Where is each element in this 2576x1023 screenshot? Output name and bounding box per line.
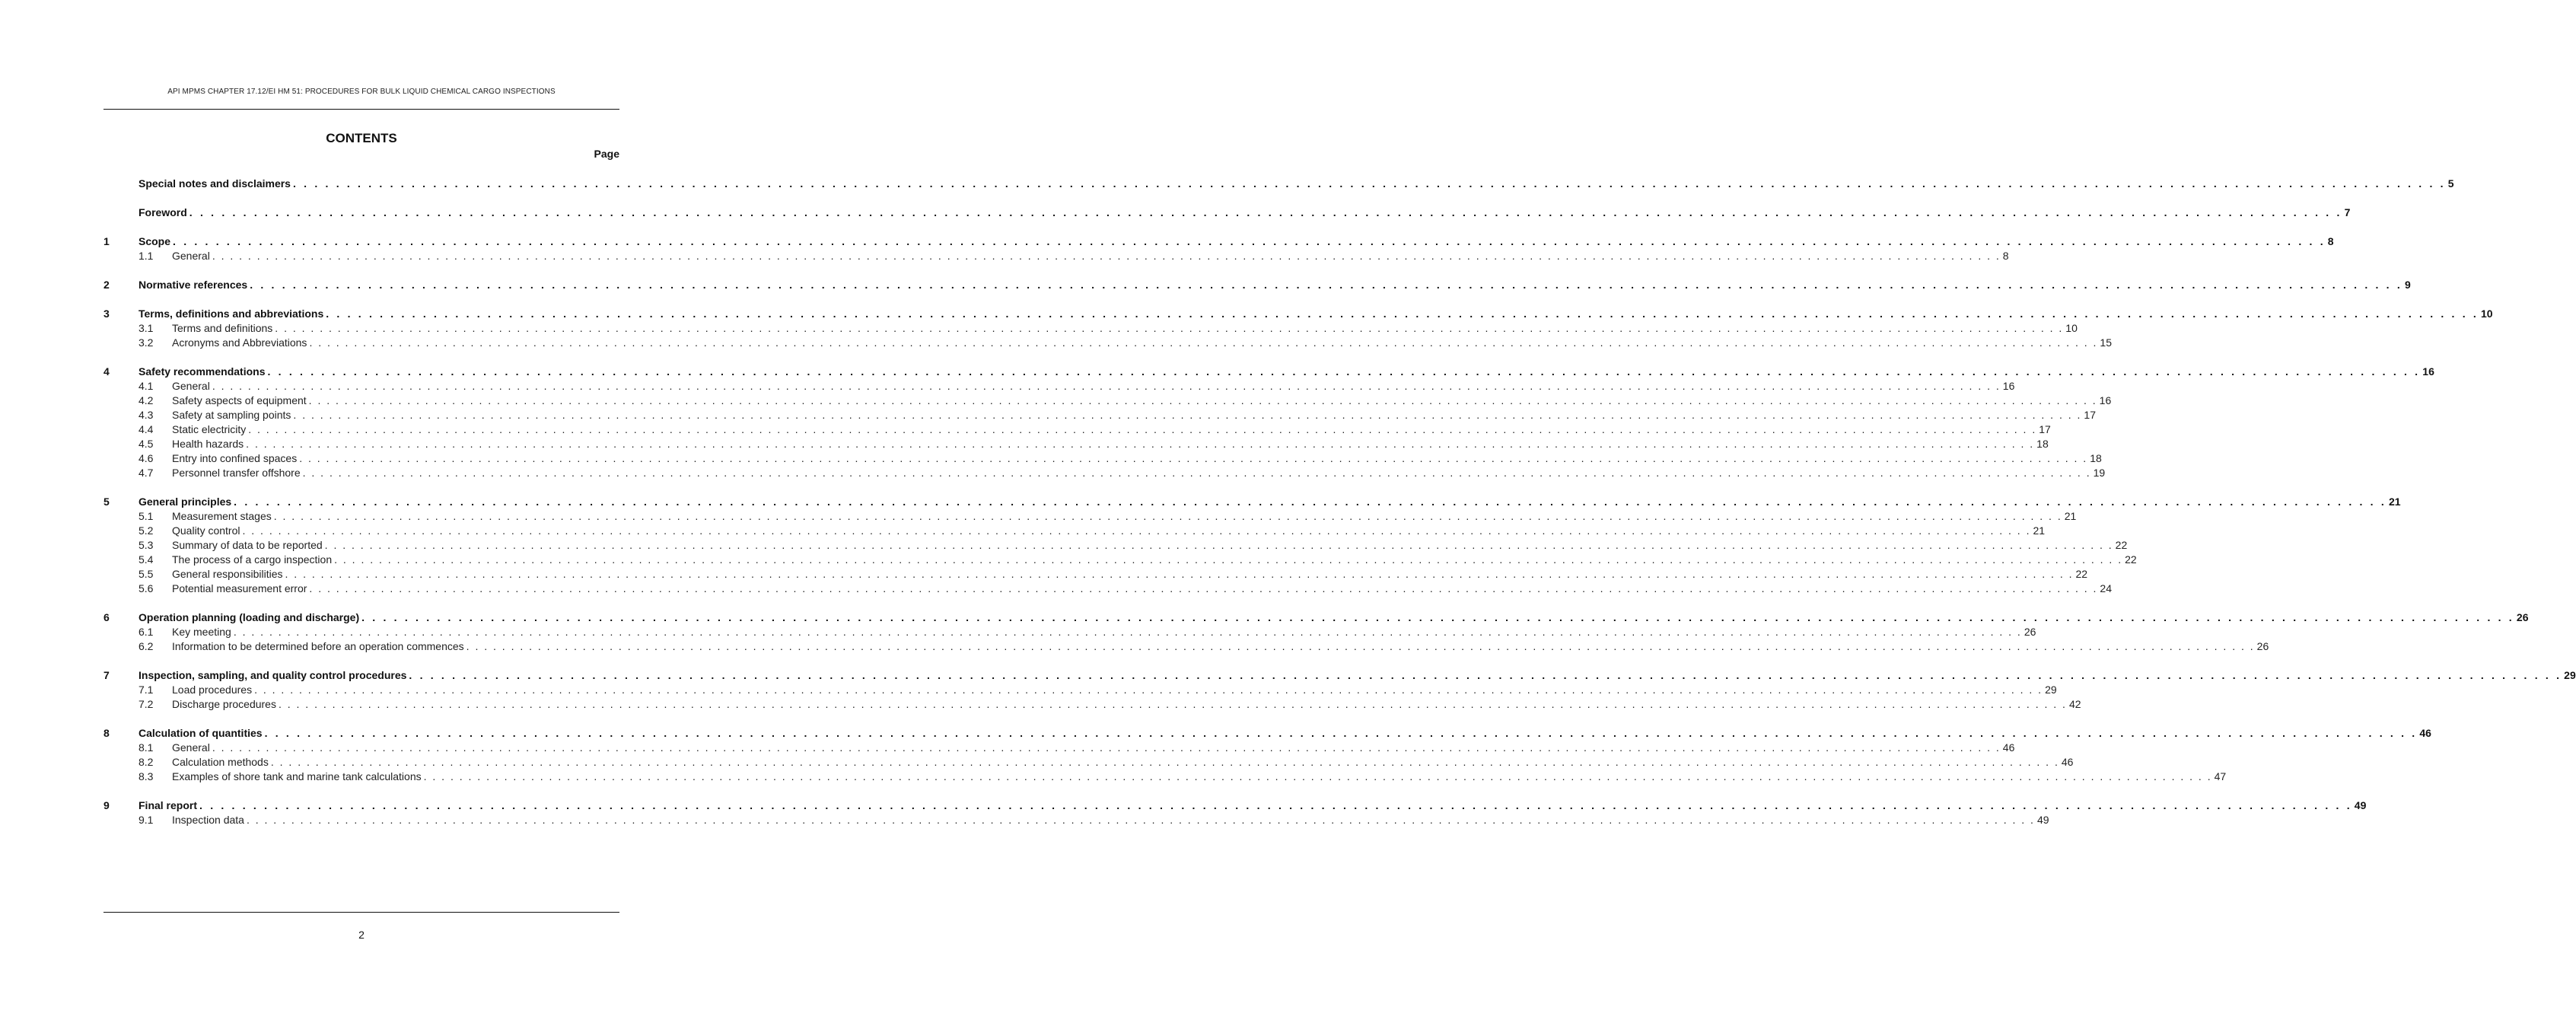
- toc-entry-line: [139, 495, 2401, 509]
- section-number: 6: [103, 611, 110, 623]
- dot-leader: . . . . . . . . . . . . . . . . . . . . . . . . . . . . . . . . . . . . . . . . . . . . . . . . . . . . . . . . . . . . . . . . . . . . . . . . . . . . . . . . . . . . . . . . . . . . . . . . . . . . . . . . . . . . . . . . . . . . . . . . . . . . . . . . . . . . . . . . . . . . . . . . . . . . . . . . . . . . . . . . . . . . . . . . . . . . . . . . . . . . . . . . . . . . . . . . . . . . . . . .: [309, 582, 2098, 594]
- toc-entry-title[interactable]: Personnel transfer offshore: [172, 467, 301, 479]
- toc-subsection-entry[interactable]: [103, 437, 2049, 451]
- dot-leader: . . . . . . . . . . . . . . . . . . . . . . . . . . . . . . . . . . . . . . . . . . . . . . . . . . . . . . . . . . . . . . . . . . . . . . . . . . . . . . . . . . . . . . . . . . . . . . . . . . . . . . . . . . . . . . . . . . . . . . . . . . . . . . . . . . . . . . . . . . . . . . . . . . . . . . . . . . . . . . . . . . . . . . . . . . . . . . . . . . . . . . . . . . . . . . . . . . . . . . . .: [326, 308, 2479, 320]
- toc-entry-page[interactable]: 22: [2075, 568, 2088, 580]
- toc-entry-title[interactable]: Discharge procedures: [172, 698, 276, 710]
- toc-subsection-entry[interactable]: [103, 567, 2088, 582]
- dot-leader: . . . . . . . . . . . . . . . . . . . . . . . . . . . . . . . . . . . . . . . . . . . . . . . . . . . . . . . . . . . . . . . . . . . . . . . . . . . . . . . . . . . . . . . . . . . . . . . . . . . . . . . . . . . . . . . . . . . . . . . . . . . . . . . . . . . . . . . . . . . . . . . . . . . . . . . . . . . . . . . . . . . . . . . . . . . . . . . . . . . . . . . . . . . . . . . . . . . . . . . .: [299, 452, 2088, 464]
- toc-entry-page[interactable]: 46: [2061, 756, 2074, 768]
- toc-entry-line: [172, 408, 2096, 422]
- subsection-number: 5.4: [139, 553, 154, 566]
- toc-entry-page[interactable]: 22: [2115, 539, 2128, 551]
- toc-entry-title[interactable]: Static electricity: [172, 423, 247, 435]
- toc-entry-title[interactable]: Normative references: [139, 279, 248, 291]
- subsection-number: 5.5: [139, 568, 154, 580]
- toc-entry-page[interactable]: 29: [2564, 669, 2576, 681]
- toc-subsection-entry[interactable]: [103, 451, 2102, 466]
- dot-leader: . . . . . . . . . . . . . . . . . . . . . . . . . . . . . . . . . . . . . . . . . . . . . . . . . . . . . . . . . . . . . . . . . . . . . . . . . . . . . . . . . . . . . . . . . . . . . . . . . . . . . . . . . . . . . . . . . . . . . . . . . . . . . . . . . . . . . . . . . . . . . . . . . . . . . . . . . . . . . . . . . . . . . . . . . . . . . . . . . . . . . . . . . . . . . . . . . . . . . . . .: [212, 380, 2001, 392]
- dot-leader: . . . . . . . . . . . . . . . . . . . . . . . . . . . . . . . . . . . . . . . . . . . . . . . . . . . . . . . . . . . . . . . . . . . . . . . . . . . . . . . . . . . . . . . . . . . . . . . . . . . . . . . . . . . . . . . . . . . . . . . . . . . . . . . . . . . . . . . . . . . . . . . . . . . . . . . . . . . . . . . . . . . . . . . . . . . . . . . . . . . . . . . . . . . . . . . . . . . . . . . .: [273, 510, 2062, 522]
- dot-leader: . . . . . . . . . . . . . . . . . . . . . . . . . . . . . . . . . . . . . . . . . . . . . . . . . . . . . . . . . . . . . . . . . . . . . . . . . . . . . . . . . . . . . . . . . . . . . . . . . . . . . . . . . . . . . . . . . . . . . . . . . . . . . . . . . . . . . . . . . . . . . . . . . . . . . . . . . . . . . . . . . . . . . . . . . . . . . . . . . . . . . . . . . . . . . . . . . . . . . . . .: [302, 467, 2091, 479]
- toc-entry-title[interactable]: Safety at sampling points: [172, 409, 291, 421]
- section-number: 3: [103, 308, 110, 320]
- dot-leader: . . . . . . . . . . . . . . . . . . . . . . . . . . . . . . . . . . . . . . . . . . . . . . . . . . . . . . . . . . . . . . . . . . . . . . . . . . . . . . . . . . . . . . . . . . . . . . . . . . . . . . . . . . . . . . . . . . . . . . . . . . . . . . . . . . . . . . . . . . . . . . . . . . . . . . . . . . . . . . . . . . . . . . . . . . . . . . . . . . . . . . . . . . . . . . . . . . . . . . . .: [254, 684, 2043, 696]
- subsection-number: 8.2: [139, 756, 154, 768]
- subsection-number: 7.2: [139, 698, 154, 710]
- toc-entry-page[interactable]: 19: [2093, 467, 2106, 479]
- toc-entry-page[interactable]: 49: [2036, 814, 2049, 826]
- subsection-number: 5.1: [139, 510, 154, 522]
- toc-entry-title[interactable]: Inspection data: [172, 814, 244, 826]
- toc-entry-page[interactable]: 16: [2099, 394, 2112, 406]
- toc-entry-line: [172, 321, 2078, 336]
- toc-subsection-entry[interactable]: [103, 408, 2096, 422]
- toc-entry-page[interactable]: 8: [2002, 250, 2009, 262]
- toc-entry-page[interactable]: 24: [2100, 582, 2112, 594]
- toc-entry-page[interactable]: 5: [2447, 177, 2454, 190]
- subsection-number: 6.1: [139, 626, 154, 638]
- toc-subsection-entry[interactable]: [103, 538, 2128, 553]
- toc-entry-line: [139, 365, 2434, 379]
- toc-entry-title[interactable]: Scope: [139, 235, 171, 247]
- toc-entry-title[interactable]: Safety aspects of equipment: [172, 394, 307, 406]
- toc-entry-page[interactable]: 17: [2084, 409, 2096, 421]
- dot-leader: . . . . . . . . . . . . . . . . . . . . . . . . . . . . . . . . . . . . . . . . . . . . . . . . . . . . . . . . . . . . . . . . . . . . . . . . . . . . . . . . . . . . . . . . . . . . . . . . . . . . . . . . . . . . . . . . . . . . . . . . . . . . . . . . . . . . . . . . . . . . . . . . . . . . . . . . . . . . . . . . . . . . . . . . . . . . . . . . . . . . . . . . . . . . . . . . . . . . . . . .: [233, 626, 2022, 638]
- subsection-number: 4.1: [139, 380, 154, 392]
- toc-section-entry[interactable]: [103, 726, 2431, 741]
- toc-entry-line: [172, 697, 2081, 712]
- toc-section-entry[interactable]: [103, 206, 2351, 220]
- toc-entry-title[interactable]: Examples of shore tank and marine tank calculations: [172, 770, 422, 782]
- dot-leader: . . . . . . . . . . . . . . . . . . . . . . . . . . . . . . . . . . . . . . . . . . . . . . . . . . . . . . . . . . . . . . . . . . . . . . . . . . . . . . . . . . . . . . . . . . . . . . . . . . . . . . . . . . . . . . . . . . . . . . . . . . . . . . . . . . . . . . . . . . . . . . . . . . . . . . . . . . . . . . . . . . . . . . . . . . . . . . . . . . . . . . . . . . . . . . . . . . . . . . . .: [199, 799, 2352, 811]
- section-number: 5: [103, 496, 110, 508]
- dot-leader: . . . . . . . . . . . . . . . . . . . . . . . . . . . . . . . . . . . . . . . . . . . . . . . . . . . . . . . . . . . . . . . . . . . . . . . . . . . . . . . . . . . . . . . . . . . . . . . . . . . . . . . . . . . . . . . . . . . . . . . . . . . . . . . . . . . . . . . . . . . . . . . . . . . . . . . . . . . . . . . . . . . . . . . . . . . . . . . . . . . . . . . . . . . . . . . . . . . . . . . .: [270, 756, 2059, 768]
- dot-leader: . . . . . . . . . . . . . . . . . . . . . . . . . . . . . . . . . . . . . . . . . . . . . . . . . . . . . . . . . . . . . . . . . . . . . . . . . . . . . . . . . . . . . . . . . . . . . . . . . . . . . . . . . . . . . . . . . . . . . . . . . . . . . . . . . . . . . . . . . . . . . . . . . . . . . . . . . . . . . . . . . . . . . . . . . . . . . . . . . . . . . . . . . . . . . . . . . . . . . . . .: [250, 279, 2402, 291]
- dot-leader: . . . . . . . . . . . . . . . . . . . . . . . . . . . . . . . . . . . . . . . . . . . . . . . . . . . . . . . . . . . . . . . . . . . . . . . . . . . . . . . . . . . . . . . . . . . . . . . . . . . . . . . . . . . . . . . . . . . . . . . . . . . . . . . . . . . . . . . . . . . . . . . . . . . . . . . . . . . . . . . . . . . . . . . . . . . . . . . . . . . . . . . . . . . . . . . . . . . . . . . .: [212, 250, 2001, 262]
- toc-entry-page[interactable]: 7: [2344, 206, 2351, 218]
- toc-section-entry[interactable]: [103, 278, 2411, 292]
- toc-entry-line: [172, 741, 2015, 755]
- toc-entry-line: [172, 755, 2074, 770]
- subsection-number: 8.3: [139, 770, 154, 782]
- toc-section-entry[interactable]: [103, 177, 2454, 191]
- toc-entry-title[interactable]: Key meeting: [172, 626, 231, 638]
- toc-entry-line: [172, 567, 2088, 582]
- header-rule: [103, 109, 619, 110]
- dot-leader: . . . . . . . . . . . . . . . . . . . . . . . . . . . . . . . . . . . . . . . . . . . . . . . . . . . . . . . . . . . . . . . . . . . . . . . . . . . . . . . . . . . . . . . . . . . . . . . . . . . . . . . . . . . . . . . . . . . . . . . . . . . . . . . . . . . . . . . . . . . . . . . . . . . . . . . . . . . . . . . . . . . . . . . . . . . . . . . . . . . . . . . . . . . . . . . . . . . . . . . .: [246, 814, 2035, 826]
- toc-entry-line: [172, 394, 2112, 408]
- dot-leader: . . . . . . . . . . . . . . . . . . . . . . . . . . . . . . . . . . . . . . . . . . . . . . . . . . . . . . . . . . . . . . . . . . . . . . . . . . . . . . . . . . . . . . . . . . . . . . . . . . . . . . . . . . . . . . . . . . . . . . . . . . . . . . . . . . . . . . . . . . . . . . . . . . . . . . . . . . . . . . . . . . . . . . . . . . . . . . . . . . . . . . . . . . . . . . . . . . . . . . . .: [466, 640, 2255, 652]
- toc-entry-page[interactable]: 10: [2481, 308, 2493, 320]
- toc-entry-page[interactable]: 15: [2100, 336, 2112, 349]
- toc-entry-page[interactable]: 47: [2214, 770, 2227, 782]
- toc-entry-title[interactable]: General responsibilities: [172, 568, 283, 580]
- toc-entry-title[interactable]: General: [172, 380, 210, 392]
- subsection-number: 1.1: [139, 250, 154, 262]
- dot-leader: . . . . . . . . . . . . . . . . . . . . . . . . . . . . . . . . . . . . . . . . . . . . . . . . . . . . . . . . . . . . . . . . . . . . . . . . . . . . . . . . . . . . . . . . . . . . . . . . . . . . . . . . . . . . . . . . . . . . . . . . . . . . . . . . . . . . . . . . . . . . . . . . . . . . . . . . . . . . . . . . . . . . . . . . . . . . . . . . . . . . . . . . . . . . . . . . . . . . . . . .: [173, 235, 2326, 247]
- toc-entry-title[interactable]: Safety recommendations: [139, 365, 266, 378]
- toc-entry-page[interactable]: 26: [2516, 611, 2529, 623]
- toc-subsection-entry[interactable]: [103, 697, 2081, 712]
- toc-entry-line: [172, 770, 2227, 784]
- toc-entry-page[interactable]: 21: [2033, 524, 2046, 537]
- toc-section-entry[interactable]: [103, 365, 2434, 379]
- dot-leader: . . . . . . . . . . . . . . . . . . . . . . . . . . . . . . . . . . . . . . . . . . . . . . . . . . . . . . . . . . . . . . . . . . . . . . . . . . . . . . . . . . . . . . . . . . . . . . . . . . . . . . . . . . . . . . . . . . . . . . . . . . . . . . . . . . . . . . . . . . . . . . . . . . . . . . . . . . . . . . . . . . . . . . . . . . . . . . . . . . . . . . . . . . . . . . . . . . . . . . . .: [264, 727, 2418, 739]
- toc-entry-title[interactable]: General: [172, 741, 210, 754]
- toc-subsection-entry[interactable]: [103, 625, 2036, 639]
- toc-subsection-entry[interactable]: [103, 683, 2057, 697]
- section-number: 9: [103, 799, 110, 811]
- toc-entry-page[interactable]: 17: [2039, 423, 2051, 435]
- toc-entry-page[interactable]: 26: [2024, 626, 2036, 638]
- toc-entry-line: [139, 278, 2411, 292]
- section-number: 1: [103, 235, 110, 247]
- toc-section-entry[interactable]: [103, 668, 2576, 683]
- subsection-number: 4.2: [139, 394, 154, 406]
- subsection-number: 4.7: [139, 467, 154, 479]
- toc-section-entry[interactable]: [103, 610, 2529, 625]
- dot-leader: . . . . . . . . . . . . . . . . . . . . . . . . . . . . . . . . . . . . . . . . . . . . . . . . . . . . . . . . . . . . . . . . . . . . . . . . . . . . . . . . . . . . . . . . . . . . . . . . . . . . . . . . . . . . . . . . . . . . . . . . . . . . . . . . . . . . . . . . . . . . . . . . . . . . . . . . . . . . . . . . . . . . . . . . . . . . . . . . . . . . . . . . . . . . . . . . . . . . . . . .: [248, 423, 2037, 435]
- dot-leader: . . . . . . . . . . . . . . . . . . . . . . . . . . . . . . . . . . . . . . . . . . . . . . . . . . . . . . . . . . . . . . . . . . . . . . . . . . . . . . . . . . . . . . . . . . . . . . . . . . . . . . . . . . . . . . . . . . . . . . . . . . . . . . . . . . . . . . . . . . . . . . . . . . . . . . . . . . . . . . . . . . . . . . . . . . . . . . . . . . . . . . . . . . . . . . . . . . . . . . . .: [309, 336, 2098, 349]
- toc-entry-title[interactable]: Final report: [139, 799, 198, 811]
- toc-entry-page[interactable]: 16: [2422, 365, 2434, 378]
- toc-subsection-entry[interactable]: [103, 466, 2106, 480]
- dot-leader: . . . . . . . . . . . . . . . . . . . . . . . . . . . . . . . . . . . . . . . . . . . . . . . . . . . . . . . . . . . . . . . . . . . . . . . . . . . . . . . . . . . . . . . . . . . . . . . . . . . . . . . . . . . . . . . . . . . . . . . . . . . . . . . . . . . . . . . . . . . . . . . . . . . . . . . . . . . . . . . . . . . . . . . . . . . . . . . . . . . . . . . . . . . . . . . . . . . . . . . .: [361, 611, 2514, 623]
- toc-section-entry[interactable]: [103, 307, 2493, 321]
- toc-subsection-entry[interactable]: [103, 755, 2074, 770]
- toc-entry-line: [172, 451, 2102, 466]
- toc-entry-line: [172, 582, 2112, 596]
- dot-leader: . . . . . . . . . . . . . . . . . . . . . . . . . . . . . . . . . . . . . . . . . . . . . . . . . . . . . . . . . . . . . . . . . . . . . . . . . . . . . . . . . . . . . . . . . . . . . . . . . . . . . . . . . . . . . . . . . . . . . . . . . . . . . . . . . . . . . . . . . . . . . . . . . . . . . . . . . . . . . . . . . . . . . . . . . . . . . . . . . . . . . . . . . . . . . . . . . . . . . . . .: [285, 568, 2074, 580]
- toc-entry-line: [139, 726, 2431, 741]
- toc-entry-line: [172, 422, 2051, 437]
- dot-leader: . . . . . . . . . . . . . . . . . . . . . . . . . . . . . . . . . . . . . . . . . . . . . . . . . . . . . . . . . . . . . . . . . . . . . . . . . . . . . . . . . . . . . . . . . . . . . . . . . . . . . . . . . . . . . . . . . . . . . . . . . . . . . . . . . . . . . . . . . . . . . . . . . . . . . . . . . . . . . . . . . . . . . . . . . . . . . . . . . . . . . . . . . . . . . . . . . . . . . . . .: [423, 770, 2212, 782]
- toc-entry-line: [139, 307, 2493, 321]
- toc-entry-page[interactable]: 29: [2045, 684, 2057, 696]
- toc-entry-title[interactable]: Information to be determined before an operation commences: [172, 640, 464, 652]
- dot-leader: . . . . . . . . . . . . . . . . . . . . . . . . . . . . . . . . . . . . . . . . . . . . . . . . . . . . . . . . . . . . . . . . . . . . . . . . . . . . . . . . . . . . . . . . . . . . . . . . . . . . . . . . . . . . . . . . . . . . . . . . . . . . . . . . . . . . . . . . . . . . . . . . . . . . . . . . . . . . . . . . . . . . . . . . . . . . . . . . . . . . . . . . . . . . . . . . . . . . . . . .: [308, 394, 2097, 406]
- toc-entry-page[interactable]: 26: [2256, 640, 2269, 652]
- page-title: CONTENTS: [326, 131, 397, 145]
- toc-entry-line: [172, 683, 2057, 697]
- section-number: 7: [103, 669, 110, 681]
- toc-subsection-entry[interactable]: [103, 770, 2227, 784]
- toc-entry-page[interactable]: 46: [2419, 727, 2431, 739]
- dot-leader: . . . . . . . . . . . . . . . . . . . . . . . . . . . . . . . . . . . . . . . . . . . . . . . . . . . . . . . . . . . . . . . . . . . . . . . . . . . . . . . . . . . . . . . . . . . . . . . . . . . . . . . . . . . . . . . . . . . . . . . . . . . . . . . . . . . . . . . . . . . . . . . . . . . . . . . . . . . . . . . . . . . . . . . . . . . . . . . . . . . . . . . . . . . . . . . . . . . . . . . .: [189, 206, 2342, 218]
- dot-leader: . . . . . . . . . . . . . . . . . . . . . . . . . . . . . . . . . . . . . . . . . . . . . . . . . . . . . . . . . . . . . . . . . . . . . . . . . . . . . . . . . . . . . . . . . . . . . . . . . . . . . . . . . . . . . . . . . . . . . . . . . . . . . . . . . . . . . . . . . . . . . . . . . . . . . . . . . . . . . . . . . . . . . . . . . . . . . . . . . . . . . . . . . . . . . . . . . . . . . . . .: [293, 409, 2082, 421]
- dot-leader: . . . . . . . . . . . . . . . . . . . . . . . . . . . . . . . . . . . . . . . . . . . . . . . . . . . . . . . . . . . . . . . . . . . . . . . . . . . . . . . . . . . . . . . . . . . . . . . . . . . . . . . . . . . . . . . . . . . . . . . . . . . . . . . . . . . . . . . . . . . . . . . . . . . . . . . . . . . . . . . . . . . . . . . . . . . . . . . . . . . . . . . . . . . . . . . . . . . . . . . .: [212, 741, 2001, 754]
- dot-leader: . . . . . . . . . . . . . . . . . . . . . . . . . . . . . . . . . . . . . . . . . . . . . . . . . . . . . . . . . . . . . . . . . . . . . . . . . . . . . . . . . . . . . . . . . . . . . . . . . . . . . . . . . . . . . . . . . . . . . . . . . . . . . . . . . . . . . . . . . . . . . . . . . . . . . . . . . . . . . . . . . . . . . . . . . . . . . . . . . . . . . . . . . . . . . . . . . . . . . . . .: [267, 365, 2421, 378]
- toc-entry-page[interactable]: 16: [2002, 380, 2015, 392]
- toc-entry-page[interactable]: 21: [2388, 496, 2401, 508]
- toc-entry-line: [139, 668, 2576, 683]
- toc-entry-title[interactable]: Quality control: [172, 524, 240, 537]
- toc-entry-title[interactable]: General: [172, 250, 210, 262]
- toc-entry-title[interactable]: General principles: [139, 496, 232, 508]
- dot-leader: . . . . . . . . . . . . . . . . . . . . . . . . . . . . . . . . . . . . . . . . . . . . . . . . . . . . . . . . . . . . . . . . . . . . . . . . . . . . . . . . . . . . . . . . . . . . . . . . . . . . . . . . . . . . . . . . . . . . . . . . . . . . . . . . . . . . . . . . . . . . . . . . . . . . . . . . . . . . . . . . . . . . . . . . . . . . . . . . . . . . . . . . . . . . . . . . . . . . . . . .: [275, 322, 2064, 334]
- toc-entry-title[interactable]: Terms, definitions and abbreviations: [139, 308, 324, 320]
- subsection-number: 3.2: [139, 336, 154, 349]
- toc-subsection-entry[interactable]: [103, 582, 2112, 596]
- subsection-number: 4.5: [139, 438, 154, 450]
- toc-section-entry[interactable]: [103, 495, 2401, 509]
- toc-entry-title[interactable]: Load procedures: [172, 684, 253, 696]
- toc-entry-line: [139, 177, 2454, 191]
- toc-subsection-entry[interactable]: [103, 639, 2269, 654]
- subsection-number: 4.3: [139, 409, 154, 421]
- toc-entry-page[interactable]: 9: [2404, 279, 2411, 291]
- toc-subsection-entry[interactable]: [103, 394, 2112, 408]
- toc-entry-title[interactable]: Calculation methods: [172, 756, 269, 768]
- toc-subsection-entry[interactable]: [103, 379, 2015, 394]
- toc-entry-line: [172, 553, 2137, 567]
- toc-subsection-entry[interactable]: [103, 509, 2077, 524]
- toc-entry-title[interactable]: Measurement stages: [172, 510, 272, 522]
- toc-section-entry[interactable]: [103, 798, 2367, 813]
- toc-subsection-entry[interactable]: [103, 813, 2049, 827]
- subsection-number: 4.4: [139, 423, 154, 435]
- toc-entry-title[interactable]: Potential measurement error: [172, 582, 307, 594]
- dot-leader: . . . . . . . . . . . . . . . . . . . . . . . . . . . . . . . . . . . . . . . . . . . . . . . . . . . . . . . . . . . . . . . . . . . . . . . . . . . . . . . . . . . . . . . . . . . . . . . . . . . . . . . . . . . . . . . . . . . . . . . . . . . . . . . . . . . . . . . . . . . . . . . . . . . . . . . . . . . . . . . . . . . . . . . . . . . . . . . . . . . . . . . . . . . . . . . . . . . . . . . .: [242, 524, 2031, 537]
- toc-entry-line: [172, 538, 2128, 553]
- section-number: 2: [103, 279, 110, 291]
- toc-subsection-entry[interactable]: [103, 553, 2137, 567]
- toc-entry-line: [139, 206, 2351, 220]
- toc-entry-page[interactable]: 42: [2068, 698, 2081, 710]
- toc-entry-page[interactable]: 49: [2354, 799, 2367, 811]
- subsection-number: 5.6: [139, 582, 154, 594]
- section-number: 4: [103, 365, 110, 378]
- dot-leader: . . . . . . . . . . . . . . . . . . . . . . . . . . . . . . . . . . . . . . . . . . . . . . . . . . . . . . . . . . . . . . . . . . . . . . . . . . . . . . . . . . . . . . . . . . . . . . . . . . . . . . . . . . . . . . . . . . . . . . . . . . . . . . . . . . . . . . . . . . . . . . . . . . . . . . . . . . . . . . . . . . . . . . . . . . . . . . . . . . . . . . . . . . . . . . . . . . . . . . . .: [409, 669, 2562, 681]
- dot-leader: . . . . . . . . . . . . . . . . . . . . . . . . . . . . . . . . . . . . . . . . . . . . . . . . . . . . . . . . . . . . . . . . . . . . . . . . . . . . . . . . . . . . . . . . . . . . . . . . . . . . . . . . . . . . . . . . . . . . . . . . . . . . . . . . . . . . . . . . . . . . . . . . . . . . . . . . . . . . . . . . . . . . . . . . . . . . . . . . . . . . . . . . . . . . . . . . . . . . . . . .: [324, 539, 2113, 551]
- toc-entry-line: [172, 437, 2049, 451]
- table-of-contents: [103, 177, 2576, 827]
- toc-entry-line: [139, 610, 2529, 625]
- toc-entry-page[interactable]: 21: [2064, 510, 2077, 522]
- page-column-label: Page: [594, 148, 619, 160]
- toc-entry-line: [139, 234, 2334, 249]
- toc-entry-title[interactable]: Calculation of quantities: [139, 727, 263, 739]
- toc-entry-page[interactable]: 8: [2327, 235, 2334, 247]
- toc-subsection-entry[interactable]: [103, 422, 2051, 437]
- toc-entry-title[interactable]: The process of a cargo inspection: [172, 553, 333, 566]
- subsection-number: 4.6: [139, 452, 154, 464]
- toc-entry-title[interactable]: Acronyms and Abbreviations: [172, 336, 307, 349]
- page-number: 2: [358, 929, 365, 941]
- section-number: 8: [103, 727, 110, 739]
- footer-rule: [103, 912, 619, 913]
- subsection-number: 8.1: [139, 741, 154, 754]
- toc-subsection-entry[interactable]: [103, 741, 2015, 755]
- toc-entry-line: [172, 625, 2036, 639]
- toc-entry-line: [139, 798, 2367, 813]
- toc-entry-title[interactable]: Foreword: [139, 206, 187, 218]
- toc-entry-line: [172, 813, 2049, 827]
- toc-entry-line: [172, 524, 2046, 538]
- dot-leader: . . . . . . . . . . . . . . . . . . . . . . . . . . . . . . . . . . . . . . . . . . . . . . . . . . . . . . . . . . . . . . . . . . . . . . . . . . . . . . . . . . . . . . . . . . . . . . . . . . . . . . . . . . . . . . . . . . . . . . . . . . . . . . . . . . . . . . . . . . . . . . . . . . . . . . . . . . . . . . . . . . . . . . . . . . . . . . . . . . . . . . . . . . . . . . . . . . . . . . . .: [334, 553, 2123, 566]
- toc-entry-line: [172, 336, 2112, 350]
- toc-entry-title[interactable]: Special notes and disclaimers: [139, 177, 291, 190]
- toc-entry-line: [172, 509, 2077, 524]
- toc-section-entry[interactable]: [103, 234, 2334, 249]
- subsection-number: 6.2: [139, 640, 154, 652]
- subsection-number: 3.1: [139, 322, 154, 334]
- toc-subsection-entry[interactable]: [103, 249, 2009, 263]
- dot-leader: . . . . . . . . . . . . . . . . . . . . . . . . . . . . . . . . . . . . . . . . . . . . . . . . . . . . . . . . . . . . . . . . . . . . . . . . . . . . . . . . . . . . . . . . . . . . . . . . . . . . . . . . . . . . . . . . . . . . . . . . . . . . . . . . . . . . . . . . . . . . . . . . . . . . . . . . . . . . . . . . . . . . . . . . . . . . . . . . . . . . . . . . . . . . . . . . . . . . . . . .: [246, 438, 2035, 450]
- toc-subsection-entry[interactable]: [103, 524, 2046, 538]
- toc-entry-line: [172, 249, 2009, 263]
- toc-entry-page[interactable]: 22: [2125, 553, 2137, 566]
- toc-entry-page[interactable]: 18: [2036, 438, 2049, 450]
- toc-entry-title[interactable]: Inspection, sampling, and quality control procedures: [139, 669, 407, 681]
- toc-subsection-entry[interactable]: [103, 336, 2112, 350]
- toc-entry-page[interactable]: 46: [2002, 741, 2015, 754]
- subsection-number: 7.1: [139, 684, 154, 696]
- toc-entry-line: [172, 379, 2015, 394]
- toc-entry-title[interactable]: Entry into confined spaces: [172, 452, 298, 464]
- toc-subsection-entry[interactable]: [103, 321, 2078, 336]
- toc-entry-line: [172, 466, 2106, 480]
- dot-leader: . . . . . . . . . . . . . . . . . . . . . . . . . . . . . . . . . . . . . . . . . . . . . . . . . . . . . . . . . . . . . . . . . . . . . . . . . . . . . . . . . . . . . . . . . . . . . . . . . . . . . . . . . . . . . . . . . . . . . . . . . . . . . . . . . . . . . . . . . . . . . . . . . . . . . . . . . . . . . . . . . . . . . . . . . . . . . . . . . . . . . . . . . . . . . . . . . . . . . . . .: [292, 177, 2446, 190]
- toc-entry-title[interactable]: Operation planning (loading and discharge): [139, 611, 360, 623]
- subsection-number: 5.2: [139, 524, 154, 537]
- running-header: API MPMS CHAPTER 17.12/EI HM 51: PROCEDURES FOR BULK LIQUID CHEMICAL CARGO INSPECTIONS: [167, 88, 556, 96]
- subsection-number: 5.3: [139, 539, 154, 551]
- toc-entry-title[interactable]: Terms and definitions: [172, 322, 273, 334]
- toc-entry-line: [172, 639, 2269, 654]
- toc-entry-page[interactable]: 10: [2065, 322, 2078, 334]
- toc-entry-page[interactable]: 18: [2090, 452, 2102, 464]
- toc-entry-title[interactable]: Health hazards: [172, 438, 244, 450]
- subsection-number: 9.1: [139, 814, 154, 826]
- dot-leader: . . . . . . . . . . . . . . . . . . . . . . . . . . . . . . . . . . . . . . . . . . . . . . . . . . . . . . . . . . . . . . . . . . . . . . . . . . . . . . . . . . . . . . . . . . . . . . . . . . . . . . . . . . . . . . . . . . . . . . . . . . . . . . . . . . . . . . . . . . . . . . . . . . . . . . . . . . . . . . . . . . . . . . . . . . . . . . . . . . . . . . . . . . . . . . . . . . . . . . . .: [278, 698, 2067, 710]
- toc-entry-title[interactable]: Summary of data to be reported: [172, 539, 323, 551]
- dot-leader: . . . . . . . . . . . . . . . . . . . . . . . . . . . . . . . . . . . . . . . . . . . . . . . . . . . . . . . . . . . . . . . . . . . . . . . . . . . . . . . . . . . . . . . . . . . . . . . . . . . . . . . . . . . . . . . . . . . . . . . . . . . . . . . . . . . . . . . . . . . . . . . . . . . . . . . . . . . . . . . . . . . . . . . . . . . . . . . . . . . . . . . . . . . . . . . . . . . . . . . .: [234, 496, 2387, 508]
